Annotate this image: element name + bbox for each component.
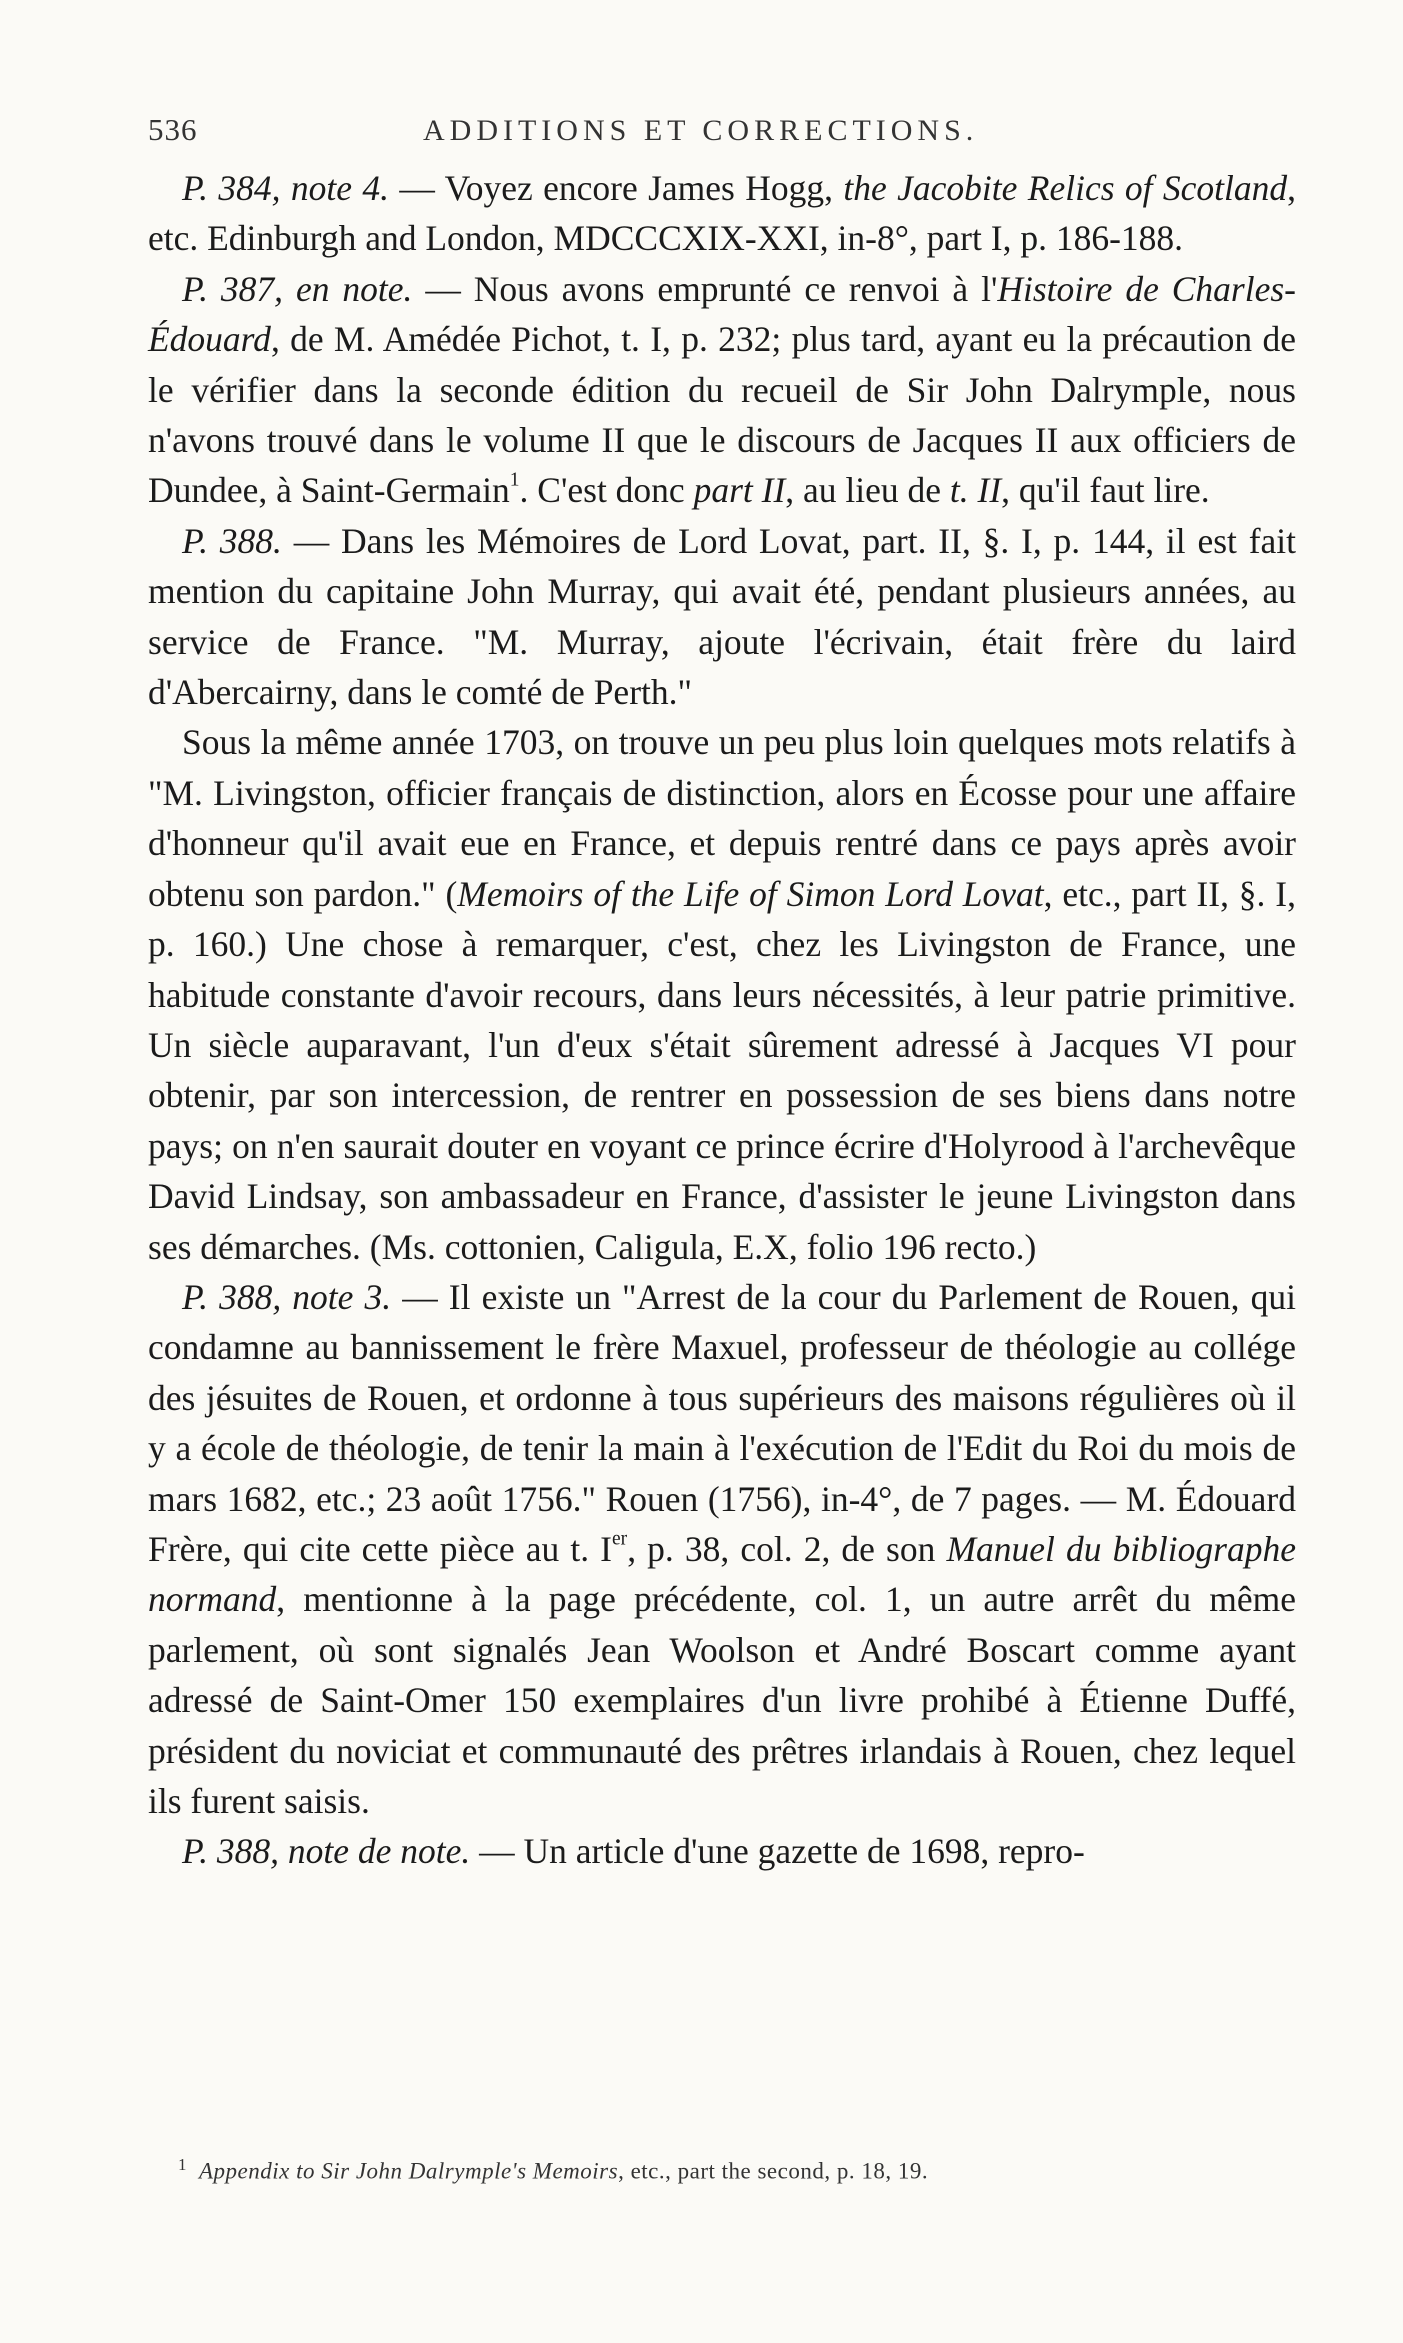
em-dash: — [281,520,342,561]
paragraph-p387 [148,264,1296,516]
paragraph-text: , mentionne à la page précédente, col. 1, un autre arrêt du même parlement, où sont signalés Jean Woolson et André Boscart comme ayant adressé de Saint-Omer 150 exemplaires d'un livre prohibé à Étienne Duffé, président du noviciat et communauté des prêtres irlandais à Rouen, chez lequel ils furent saisis. [148,1579,1296,1821]
em-dash: — [412,268,474,309]
running-head [148,112,1248,152]
paragraph-p388 [148,516,1296,718]
italic-text: t. II [949,470,1002,511]
running-title: ADDITIONS ET CORRECTIONS. [423,114,979,147]
em-dash: — [391,1276,449,1317]
paragraph-p384 [148,163,1296,264]
footnote-text: , etc., part the second, p. 18, 19. [618,2158,929,2184]
paragraph-text: , p. 38, col. 2, de son [627,1528,947,1569]
paragraph-livingston [148,717,1296,1271]
paragraph-text: , de M. Amédée Pichot, t. I, p. 232; plus tard, ayant eu la précaution de le vérifier dans la seconde édition du recueil de Sir John Dalrymple, nous n'avons trouvé dans le volume II que le discours de Jacques II aux officiers de Dundee, à Saint-Germain [148,319,1296,511]
paragraph-text: , qu'il faut lire. [1001,470,1210,511]
body-text [148,163,1296,1877]
superscript: er [612,1528,628,1550]
paragraph-reference: P. 384, note 4. [182,168,390,208]
paragraph-text: , etc. Edinburgh and London, MDCCCXIX-XXI, in-8°, part I, p. 186-188. [148,168,1297,259]
paragraph-text: Nous avons emprunté ce renvoi à l' [473,268,998,309]
paragraph-p388-note3 [148,1272,1296,1826]
footnote [178,2150,1278,2187]
paragraph-reference: P. 388, note de note. [182,1831,471,1872]
paragraph-text: , etc., part II, §. I, p. 160.) Une chose à remarquer, c'est, chez les Livingston de France, une habitude constante d'avoir recours, dans leurs nécessités, à leur patrie primitive. Un siècle auparavant, l'un d'eux s'était sûrement adressé à Jacques VI pour obtenir, par son intercession, de rentrer en possession de ses biens dans notre pays; on n'en saurait douter en voyant ce prince écrire d'Holyrood à l'archevêque David Lindsay, son ambassadeur en France, d'assister le jeune Livingston dans ses démarches. (Ms. cottonien, Caligula, E.X, folio 196 recto.) [148,873,1296,1267]
paragraph-p388-note-de-note [148,1826,1296,1876]
paragraph-text: , au lieu de [785,470,950,511]
em-dash: — [470,1831,524,1872]
page-number: 536 [148,112,198,147]
paragraph-reference: P. 388, note 3. [182,1276,392,1317]
cited-title: Memoirs of the Life of Simon Lord Lovat [457,873,1044,914]
paragraph-text: Voyez encore James Hogg, [444,168,844,208]
footnote-number: 1 [178,2155,187,2174]
paragraph-reference: P. 388. [182,520,282,561]
footnote-title: Appendix to Sir John Dalrymple's Memoirs [199,2158,619,2184]
paragraph-reference: P. 387, en note. [182,268,413,309]
paragraph-text: Sous la même année 1703, on trouve un peu plus loin quelques mots relatifs à "M. Livingston, officier français de distinction, alors en Écosse pour une affaire d'honneur qu'il avait eue en France, et depuis rentré dans ce pays après avoir obtenu son pardon." ( [148,722,1296,914]
cited-title: Histoire de Charles-Édouard [148,268,1297,360]
paragraph-text: Un article d'une gazette de 1698, repro- [523,1831,1085,1872]
footnote-marker: 1 [509,469,520,491]
paragraph-text: Dans les Mémoires de Lord Lovat, part. II, §. I, p. 144, il est fait mention du capitaine John Murray, qui avait été, pendant plusieurs années, au service de France. "M. Murray, ajoute l'écrivain, était frère du laird d'Abercairny, dans le comté de Perth." [148,520,1297,713]
em-dash: — [389,168,445,208]
paragraph-text: . C'est donc [519,470,694,511]
cited-title: the Jacobite Relics of Scotland [843,168,1288,208]
cited-title: Manuel du bibliographe normand [148,1528,1296,1620]
paragraph-text: Il existe un "Arrest de la cour du Parlement de Rouen, qui condamne au bannissement le frère Maxuel, professeur de théologie au collége des jésuites de Rouen, et ordonne à tous supérieurs des maisons régulières où il y a école de théologie, de tenir la main à l'exécution de l'Edit du Roi du mois de mars 1682, etc.; 23 août 1756." Rouen (1756), in-4°, de 7 pages. — M. Édouard Frère, qui cite cette pièce au t. I [148,1276,1296,1569]
italic-text: part II [693,470,786,511]
